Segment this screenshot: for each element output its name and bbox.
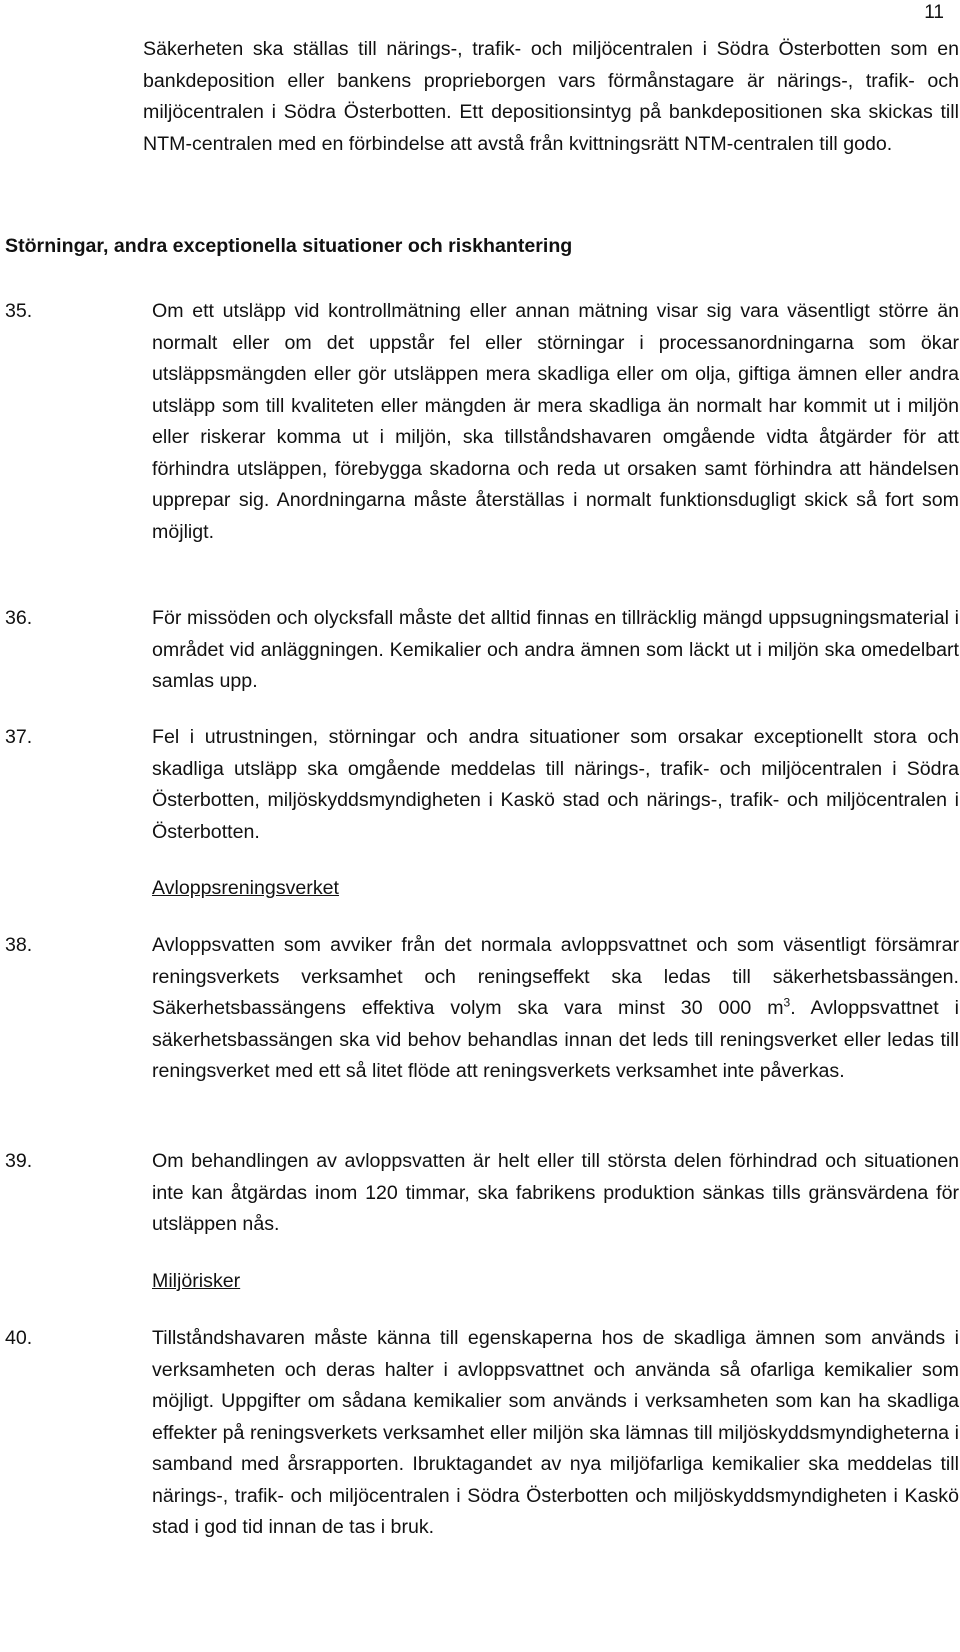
paragraph-37-text: Fel i utrustningen, störningar och andra situationer som orsakar exceptionellt stora och skadliga utsläpp ska omgående meddelas till närings-, trafik- och miljöcentralen i Södra Österbotten, miljöskyddsmyndigheten i Kaskö stad och närings-, trafik- och miljöcentralen i Österbotten. [152, 726, 959, 843]
intro-paragraph: Säkerheten ska ställas till närings-, trafik- och miljöcentralen i Södra Österbotten som en bankdeposition eller bankens proprieborgen vars förmånstagare är närings-, trafik- och miljöcentralen i Södra Österbotten. Ett depositionsintyg på bankdepositionen ska skickas till NTM-centralen med en förbindelse att avstå från kvittningsrätt NTM-centralen till godo. [143, 38, 959, 155]
paragraph-36-number: 36. [5, 607, 33, 629]
section-heading: Störningar, andra exceptionella situationer och riskhantering [5, 235, 573, 257]
paragraph-38-text-b: . Avloppsvattnet i säkerhetsbassängen ska vid behov behandlas innan det leds till reningsverket eller ledas till reningsverket med ett så litet flöde att reningsverkets verksamhet inte påverkas. [152, 997, 959, 1082]
paragraph-37-number: 37. [5, 726, 33, 748]
subheading-avloppsreningsverket: Avloppsreningsverket [152, 877, 339, 899]
paragraph-39-text: Om behandlingen av avloppsvatten är helt eller till största delen förhindrad och situationen inte kan åtgärdas inom 120 timmar, ska fabrikens produktion sänkas tills gränsvärdena för utsläppen nås. [152, 1150, 959, 1235]
paragraph-36-text: För missöden och olycksfall måste det alltid finnas en tillräcklig mängd uppsugningsmaterial i området vid anläggningen. Kemikalier och andra ämnen som läckt ut i miljön ska omedelbart samlas upp. [152, 607, 959, 692]
paragraph-38-text-a: Avloppsvatten som avviker från det normala avloppsvattnet och som väsentligt försämrar reningsverkets verksamhet och reningseffekt ska ledas till säkerhetsbassängen. Säkerhetsbassängens effektiva volym ska vara minst 30 000 m [152, 934, 959, 1019]
subheading-miljorisker: Miljörisker [152, 1270, 241, 1292]
paragraph-39-number: 39. [5, 1150, 33, 1172]
superscript-3: 3 [783, 995, 791, 1010]
paragraph-35-text: Om ett utsläpp vid kontrollmätning eller annan mätning visar sig vara väsentligt större än normalt eller om det uppstår fel eller störningar i processanordningarna som ökar utsläppsmängden eller gör utsläppen mera skadliga eller om olja, giftiga ämnen eller andra utsläpp som till kvaliteten eller mängden är mera skadliga än normalt har kommit ut i miljön eller riskerar komma ut i miljön, ska tillståndshavaren omgående vidta åtgärder för att förhindra utsläppen, förebygga skadorna och reda ut orsaken samt förhindra att händelsen upprepar sig. Anordningarna måste återställas i normalt funktionsdugligt skick så fort som möjligt. [152, 300, 959, 543]
paragraph-40-text: Tillståndshavaren måste känna till egenskaperna hos de skadliga ämnen som används i verksamheten och deras halter i avloppsvattnet och använda så ofarliga kemikalier som möjligt. Uppgifter om sådana kemikalier som används i verksamheten som kan ha skadliga effekter på reningsverkets verksamhet eller miljön ska lämnas till miljöskyddsmyndigheterna i samband med årsrapporten. Ibruktagandet av nya miljöfarliga kemikalier ska meddelas till närings-, trafik- och miljöcentralen i Södra Österbotten och miljöskyddsmyndigheten i Kaskö stad i god tid innan de tas i bruk. [152, 1327, 959, 1538]
paragraph-35-number: 35. [5, 300, 33, 322]
paragraph-40-number: 40. [5, 1327, 33, 1349]
paragraph-38-text [152, 930, 959, 1088]
page-number: 11 [924, 2, 944, 23]
paragraph-38-number: 38. [5, 934, 33, 956]
